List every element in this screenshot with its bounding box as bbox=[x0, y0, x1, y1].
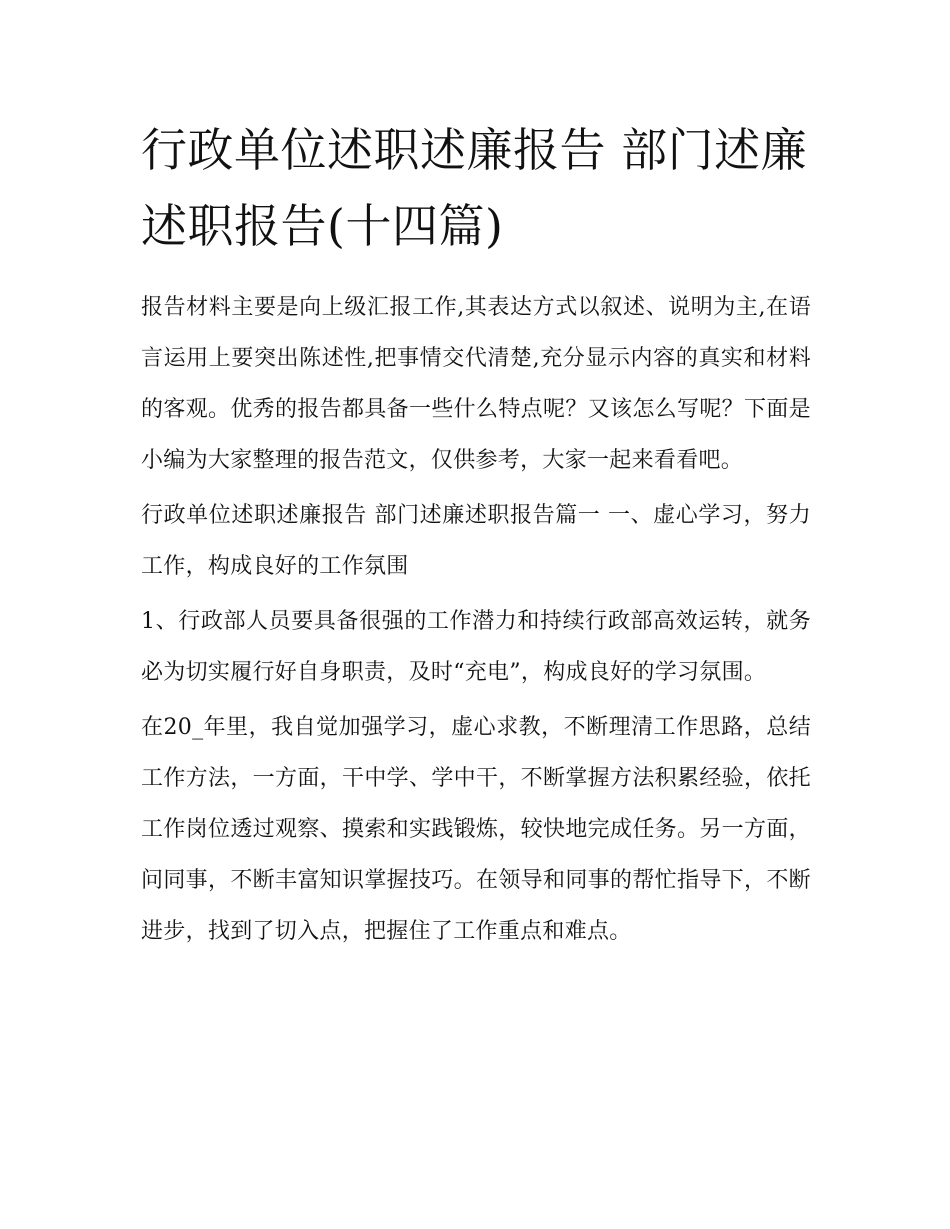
section-heading: 行政单位述职述廉报告 部门述廉述职报告篇一 一、虚心学习，努力工作，构成良好的工作氛围 bbox=[141, 503, 811, 579]
body-paragraph: 在20_年里，我自觉加强学习，虚心求教，不断理清工作思路，总结工作方法，一方面，干中学、学中干，不断掌握方法积累经验，依托工作岗位透过观察、摸索和实践锻炼，较快地完成任务。另一方面，问同事，不断丰富知识掌握技巧。在领导和同事的帮忙指导下，不断进步，找到了切入点，把握住了工作重点和难点。 bbox=[141, 715, 811, 944]
document-body bbox=[141, 112, 811, 957]
intro-paragraph: 报告材料主要是向上级汇报工作,其表达方式以叙述、说明为主,在语言运用上要突出陈述性,把事情交代清楚,充分显示内容的真实和材料的客观。优秀的报告都具备一些什么特点呢？又该怎么写呢？下面是小编为大家整理的报告范文，仅供参考，大家一起来看看吧。 bbox=[141, 295, 811, 473]
numbered-item-paragraph: 1、行政部人员要具备很强的工作潜力和持续行政部高效运转，就务必为切实履行好自身职责，及时“充电”，构成良好的学习氛围。 bbox=[141, 609, 811, 685]
document-title: 行政单位述职述廉报告 部门述廉述职报告(十四篇) bbox=[141, 123, 808, 253]
